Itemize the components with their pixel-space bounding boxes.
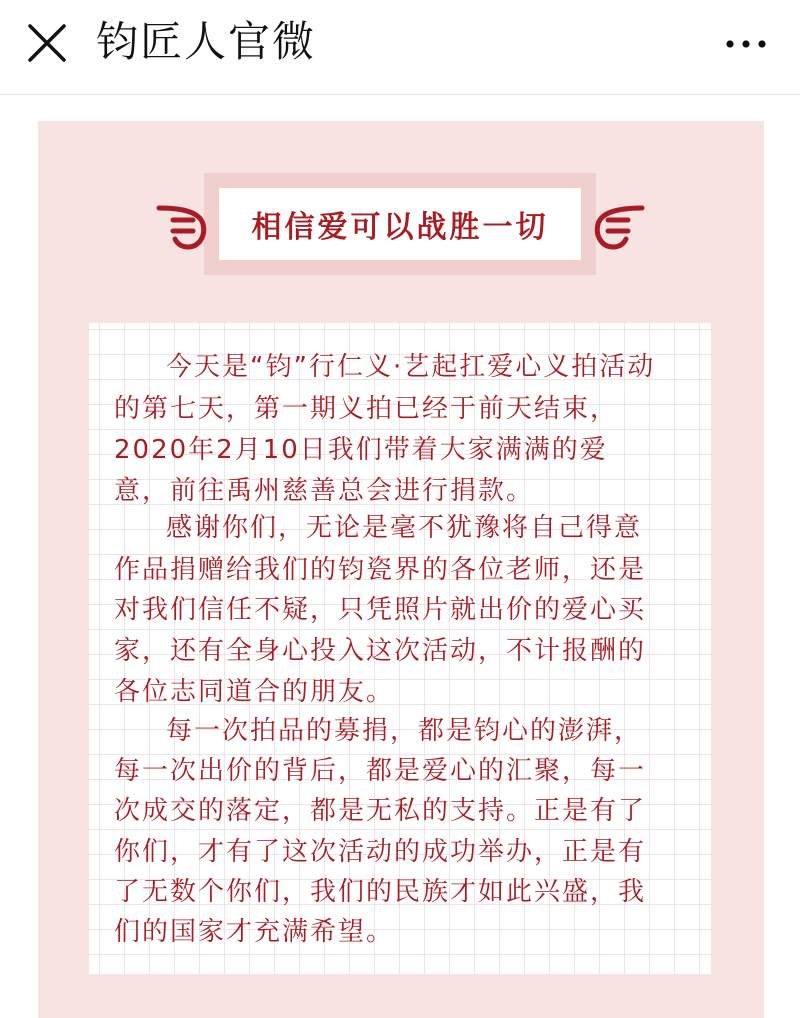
article-line: 们的国家才充满希望。 [114,917,395,947]
article-line: 今天是“钧”行仁义·艺起扛爱心义拍活动 [166,352,656,382]
article-line: 每一次出价的背后，都是爱心的汇聚，每一 [114,756,647,786]
more-button[interactable] [722,24,770,64]
article-line: 2020年2月10日我们带着大家满满的爱 [114,435,608,465]
article-line: 作品捐赠给我们的钧瓷界的各位老师，还是 [114,555,647,585]
article-line: 家，还有全身心投入这次活动，不计报酬的 [114,636,647,666]
article-line: 感谢你们，无论是毫不犹豫将自己得意 [166,513,643,543]
close-button[interactable] [20,16,74,70]
article-line: 意，前往禹州慈善总会进行捐款。 [114,476,535,506]
wing-left-icon [155,202,209,252]
close-icon [20,16,74,70]
article-line: 对我们信任不疑，只凭照片就出价的爱心买 [114,595,647,625]
article-line: 每一次拍品的募捐，都是钧心的澎湃， [166,716,643,746]
article-line: 的第七天，第一期义拍已经于前天结束， [114,394,619,424]
article-line: 你们，才有了这次活动的成功举办，正是有 [114,837,647,867]
article-heading: 相信爱可以战胜一切 [219,188,581,260]
article-line: 各位志同道合的朋友。 [114,677,395,707]
article-line: 了无数个你们，我们的民族才如此兴盛，我 [114,877,647,907]
nav-bar [0,0,800,95]
more-icon [722,24,770,64]
wing-right-icon [592,202,646,252]
article-line: 次成交的落定，都是无私的支持。正是有了 [114,796,647,826]
page-title: 钧匠人官微 [96,17,317,66]
